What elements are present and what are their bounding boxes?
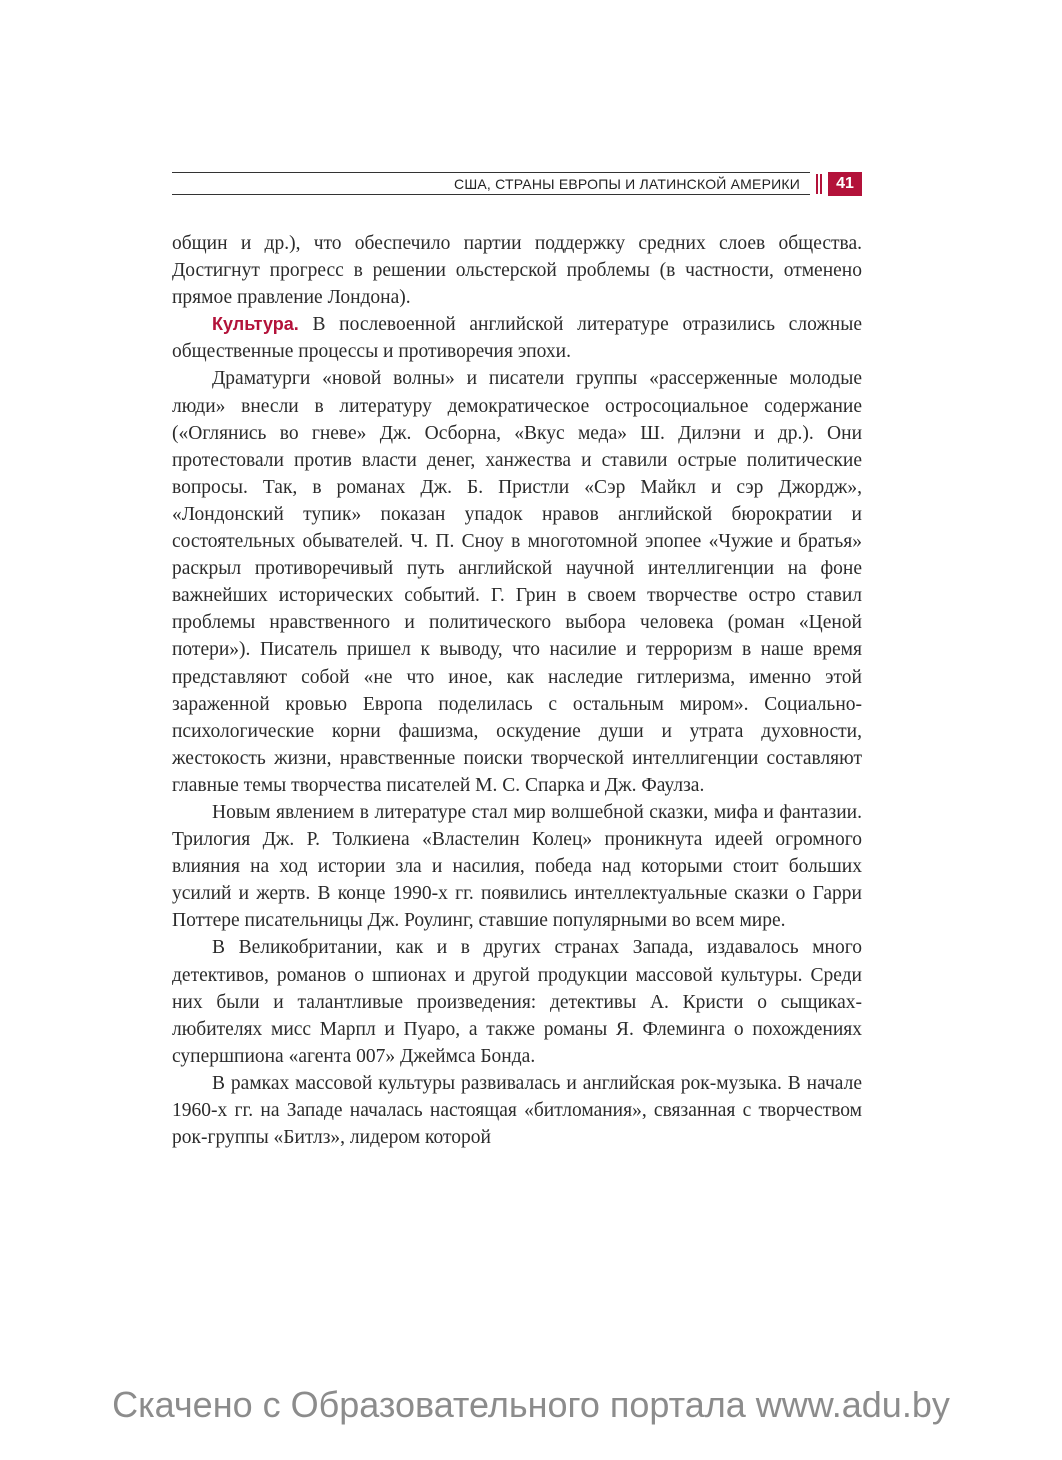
running-header bbox=[172, 168, 862, 198]
header-rule-top bbox=[172, 172, 810, 173]
page-body bbox=[172, 230, 862, 1151]
paragraph-fantasy: Новым явлением в литературе стал мир волшебной сказки, мифа и фантазии. Трилогия Дж. Р. Толкиена «Властелин Колец» проникнута идеей огромного влияния на ход истории зла и насилия, победа над которыми стоит больших усилий и жертв. В конце 1990-х гг. появились интеллектуальные сказки о Гарри Поттере писательницы Дж. Роулинг, ставшие популярными во всем мире. bbox=[172, 801, 862, 932]
paragraph-rock-music: В рамках массовой культуры развивалась и английская рок-музыка. В начале 1960-х гг. на Западе началась настоящая «битломания», связанная с творчеством рок-группы «Битлз», лидером которой bbox=[172, 1072, 862, 1149]
page-number: 41 bbox=[828, 172, 862, 196]
header-accent-bars bbox=[816, 174, 824, 194]
header-rule-bottom bbox=[172, 194, 810, 195]
paragraph-culture-intro bbox=[172, 311, 862, 365]
paragraph-continuation: общин и др.), что обеспечило партии поддержку средних слоев общества. Достигнут прогресс в решении ольстерской проблемы (в частности, отменено прямое правление Лондона). bbox=[172, 233, 862, 309]
header-title: США, СТРАНЫ ЕВРОПЫ И ЛАТИНСКОЙ АМЕРИКИ bbox=[454, 176, 800, 192]
paragraph-culture-text: В послевоенной английской литературе отразились сложные общественные процессы и противоречия эпохи. bbox=[172, 314, 863, 363]
watermark: Скачено с Образовательного портала www.adu.by bbox=[112, 1384, 950, 1425]
section-heading-culture: Культура. bbox=[212, 314, 299, 335]
paragraph-dramatists: Драматурги «новой волны» и писатели группы «рассерженные молодые люди» внесли в литературу демократическое остросоциальное содержание («Оглянись во гневе» Дж. Осборна, «Вкус меда» Ш. Дилэни и др.). Они протестовали против власти денег, ханжества и ставили острые политические вопросы. Так, в романах Дж. Б. Пристли «Сэр Майкл и сэр Джордж», «Лондонский тупик» показан упадок нравов английской бюрократии и состоятельных обывателей. Ч. П. Сноу в многотомной эпопее «Чужие и братья» раскрыл противоречивый путь английской научной интеллигенции на фоне важнейших исторических событий. Г. Грин в своем творчестве остро ставил проблемы нравственного и политического выбора человека (роман «Ценой потери»). Писатель пришел к выводу, что насилие и терроризм в наше время представляют собой «не что иное, как наследие гитлеризма, именно этой зараженной кровью Европа поделилась с остальным миром». Социально-психологические корни фашизма, оскудение души и утрата духовности, жестокость жизни, нравственные поиски творческой интеллигенции составляют главные темы творчества писателей М. С. Спарка и Дж. Фаулза. bbox=[172, 368, 862, 796]
paragraph-detectives: В Великобритании, как и в других странах Запада, издавалось много детективов, романов о шпионах и другой продукции массовой культуры. Среди них были и талантливые произведения: детективы А. Кристи о сыщиках-любителях мисс Марпл и Пуаро, а также романы Я. Флеминга о похождениях супершпиона «агента 007» Джеймса Бонда. bbox=[172, 937, 862, 1067]
